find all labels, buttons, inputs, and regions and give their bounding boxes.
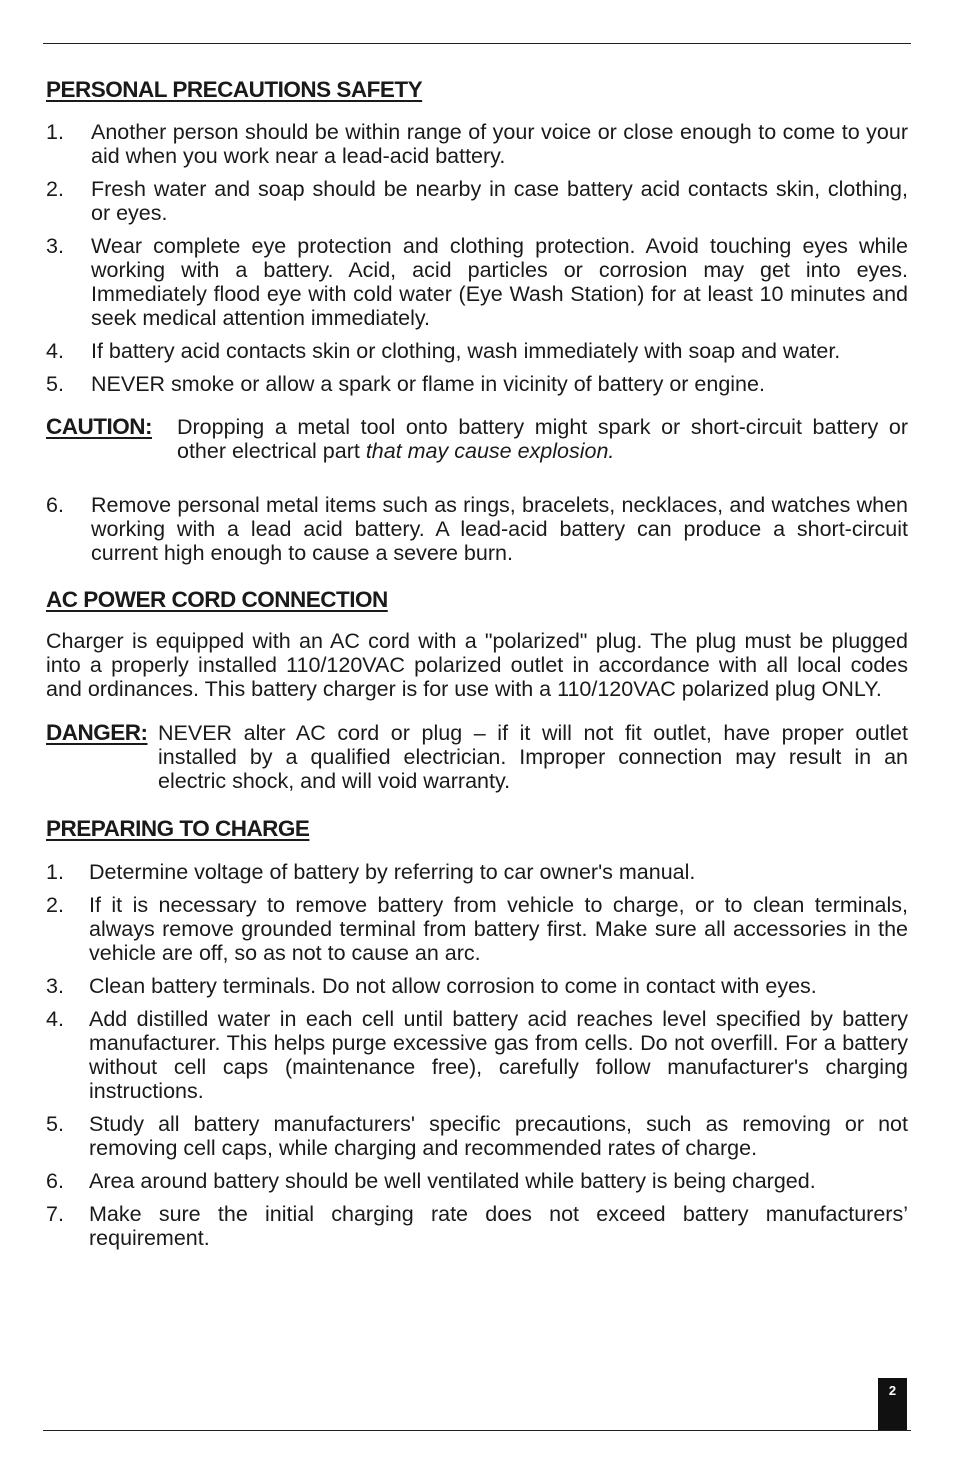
list-item bbox=[46, 1007, 908, 1103]
item-number: 7. bbox=[46, 1202, 64, 1226]
list-item bbox=[46, 1202, 908, 1250]
list-item bbox=[46, 339, 908, 363]
page-number: 2 bbox=[878, 1378, 907, 1431]
list-item bbox=[46, 1112, 908, 1160]
item-text: Make sure the initial charging rate does not exceed battery manufacturers’ requirement. bbox=[89, 1202, 908, 1250]
item-text: Fresh water and soap should be nearby in case battery acid contacts skin, clothing, or eyes. bbox=[91, 177, 908, 225]
caution-label: CAUTION: bbox=[46, 414, 152, 439]
list-item bbox=[46, 177, 908, 225]
item-number: 5. bbox=[46, 372, 64, 396]
top-rule bbox=[43, 43, 911, 44]
item-text: Wear complete eye protection and clothing protection. Avoid touching eyes while working with a battery. Acid, acid particles or corrosion may get into eyes. Immediately flood eye with cold water (Eye Wash Station) for at least 10 minutes and seek medical attention immediately. bbox=[91, 234, 908, 330]
list-item bbox=[46, 234, 908, 330]
bottom-rule bbox=[43, 1430, 911, 1431]
heading-preparing-to-charge: PREPARING TO CHARGE bbox=[46, 816, 310, 841]
list-item bbox=[46, 974, 908, 998]
heading-ac-power-cord: AC POWER CORD CONNECTION bbox=[46, 587, 388, 612]
danger-notice bbox=[46, 721, 908, 793]
item-number: 4. bbox=[46, 1007, 64, 1031]
item-number: 4. bbox=[46, 339, 64, 363]
item-number: 1. bbox=[46, 120, 64, 144]
caution-text bbox=[177, 415, 908, 463]
charging-steps-list bbox=[46, 860, 908, 1250]
item-text: Study all battery manufacturers' specific precautions, such as removing or not removing cell caps, while charging and recommended rates of charge. bbox=[89, 1112, 908, 1160]
item-text: Another person should be within range of your voice or close enough to come to your aid when you work near a lead-acid battery. bbox=[91, 120, 908, 168]
item-text: Area around battery should be well ventilated while battery is being charged. bbox=[89, 1169, 816, 1193]
danger-text: NEVER alter AC cord or plug – if it will not fit outlet, have proper outlet installed by a qualified electrician. Improper connection may result in an electric shock, and will void warranty. bbox=[158, 721, 908, 793]
item-text: Add distilled water in each cell until battery acid reaches level specified by battery manufacturer. This helps purge excessive gas from cells. Do not overfill. For a battery without cell caps (maintenance free), carefully follow manufacturer's charging instructions. bbox=[89, 1007, 908, 1103]
item-number: 3. bbox=[46, 974, 64, 998]
item-number: 1. bbox=[46, 860, 64, 884]
item-text: Remove personal metal items such as rings, bracelets, necklaces, and watches when working with a lead acid battery. A lead-acid battery can produce a short-circuit current high enough to cause a severe burn. bbox=[91, 493, 908, 565]
caution-text-main: Dropping a metal tool onto battery might spark or short-circuit battery or other electrical part bbox=[177, 415, 908, 463]
caution-text-italic: that may cause explosion. bbox=[365, 439, 615, 463]
heading-personal-precautions: PERSONAL PRECAUTIONS SAFETY bbox=[46, 77, 423, 102]
list-item bbox=[46, 372, 908, 396]
list-item bbox=[46, 860, 908, 884]
list-item bbox=[46, 1169, 908, 1193]
list-item bbox=[46, 493, 908, 565]
ac-cord-paragraph: Charger is equipped with an AC cord with a "polarized" plug. The plug must be plugged into a properly installed 110/120VAC polarized outlet in accordance with all local codes and ordinances. This battery charger is for use with a 110/120VAC polarized plug ONLY. bbox=[46, 629, 908, 701]
danger-label: DANGER: bbox=[46, 720, 148, 745]
precautions-list-continued bbox=[46, 493, 908, 565]
item-number: 6. bbox=[46, 493, 64, 517]
list-item bbox=[46, 893, 908, 965]
item-text: Determine voltage of battery by referring to car owner's manual. bbox=[89, 860, 696, 884]
document-body bbox=[46, 76, 908, 1259]
item-number: 2. bbox=[46, 177, 64, 201]
item-number: 5. bbox=[46, 1112, 64, 1136]
item-number: 2. bbox=[46, 893, 64, 917]
item-number: 6. bbox=[46, 1169, 64, 1193]
caution-notice bbox=[46, 415, 908, 463]
item-text: If it is necessary to remove battery from vehicle to charge, or to clean terminals, always remove grounded terminal from battery first. Make sure all accessories in the vehicle are off, so as not to cause an arc. bbox=[89, 893, 908, 965]
list-item bbox=[46, 120, 908, 168]
precautions-list bbox=[46, 120, 908, 396]
item-text: If battery acid contacts skin or clothing, wash immediately with soap and water. bbox=[91, 339, 841, 363]
item-text: Clean battery terminals. Do not allow corrosion to come in contact with eyes. bbox=[89, 974, 817, 998]
item-number: 3. bbox=[46, 234, 64, 258]
item-text: NEVER smoke or allow a spark or flame in vicinity of battery or engine. bbox=[91, 372, 765, 396]
